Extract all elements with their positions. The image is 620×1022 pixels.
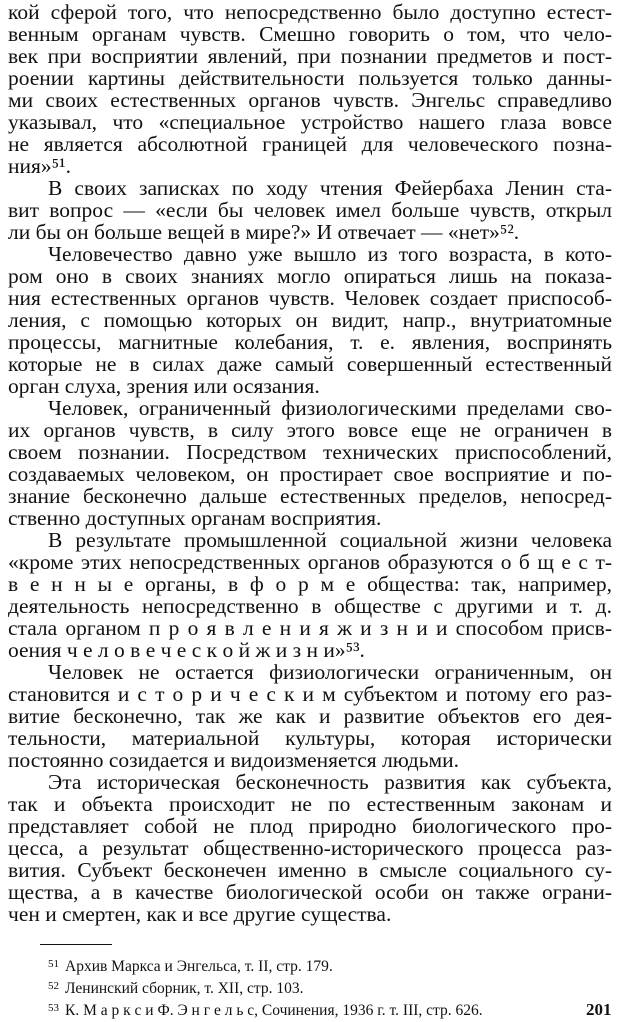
text-line: в е н н ы е органы, в ф о р м е общества: так, например, [8,572,612,596]
text-line: деятельность непосредственно в обществе с другими и т. д. [8,594,612,618]
footnote-text: Ленинский сборник, т. XII, стр. 103. [65,980,304,997]
text-line: процессы, магнитные колебания, т. е. явления, воспринять [8,330,612,354]
text-line: ми своих естественных органов чувств. Энгельс справедливо [8,88,612,112]
text-line: оения ч е л о в е ч е с к о й ж и з н и»⁵³. [8,638,365,662]
text-line: вит вопрос — «если бы человек имел больше чувств, открыл [8,198,612,222]
text-line: век при восприятии явлений, при познании предметов и пост- [8,44,612,68]
text-line: В результате промышленной социальной жизни человека [48,528,612,552]
footnote-divider [40,944,112,945]
text-line: постоянно созидается и видоизменяется людьми. [8,748,459,772]
text-line: Человек, ограниченный физиологическими пределами сво- [48,396,612,420]
footnote-mark: 52 [48,980,59,992]
text-line: «кроме этих непосредственных органов образуются о б щ е с т- [8,550,612,574]
footnote-51 [48,955,333,976]
text-line: кой сферой того, что непосредственно было доступно естест- [8,0,612,24]
text-line: орган слуха, зрения или осязания. [8,374,320,398]
text-line: цесса, а результат общественно-исторического процесса раз- [8,836,612,860]
text-line: их органов чувств, в силу этого вовсе еще не ограничен в [8,418,612,442]
text-line: ственно доступных органам восприятия. [8,506,382,530]
text-line: которые не в силах даже самый совершенный естественный [8,352,612,376]
footnote-mark: 53 [48,1002,59,1014]
text-line: В своих записках по ходу чтения Фейербаха Ленин ста- [48,176,612,200]
footnote-text: Архив Маркса и Энгельса, т. II, стр. 179. [65,958,333,975]
text-line: витие бесконечно, так же как и развитие объектов его дея- [8,704,612,728]
text-line: ния»⁵¹. [8,154,71,178]
footnote-mark: 51 [48,958,59,970]
text-line: тельности, материальной культуры, которая исторически [8,726,612,750]
text-line: становится и с т о р и ч е с к и м субъектом и потому его раз- [8,682,612,706]
text-line: указывал, что «специальное устройство нашего глаза вовсе [8,110,612,134]
text-line: знание бесконечно дальше естественных пределов, непосред- [8,484,612,508]
text-line: Человечество давно уже вышло из того возраста, в кото- [48,242,612,266]
text-line: вития. Субъект бесконечен именно в смысле социального су- [8,858,612,882]
footnote-52 [48,977,303,998]
text-line: ния естественных органов чувств. Человек создает приспособ- [8,286,612,310]
text-line: представляет собой не плод природно биологического про- [8,814,612,838]
page-number: 201 [586,1000,612,1019]
text-line: щества, а в качестве биологической особи он также ограни- [8,880,612,904]
text-line: ром оно в своих знаниях могло опираться лишь на показа- [8,264,612,288]
text-line: своем познании. Посредством технических приспособлений, [8,440,612,464]
footnote-53 [48,999,483,1020]
text-line: ления, с помощью которых он видит, напр., внутриатомные [8,308,612,332]
text-line: венным органам чувств. Смешно говорить о том, что чело- [8,22,612,46]
footnote-text: К. М а р к с и Ф. Э н г е л ь с, Сочинения, 1936 г. т. III, стр. 626. [65,1002,483,1019]
text-line: создаваемых человеком, он простирает свое восприятие и по- [8,462,612,486]
text-line: не является абсолютной границей для человеческого позна- [8,132,612,156]
text-line: стала органом п р о я в л е н и я ж и з н и и способом присв- [8,616,612,640]
text-line: роении картины действительности пользуется только данны- [8,66,612,90]
text-line: Эта историческая бесконечность развития как субъекта, [48,770,612,794]
text-line: ли бы он больше вещей в мире?» И отвечает — «нет»⁵². [8,220,520,244]
text-line: так и объекта происходит не по естественным законам и [8,792,612,816]
text-line: чен и смертен, как и все другие существа. [8,902,392,926]
text-line: Человек не остается физиологически ограниченным, он [48,660,612,684]
